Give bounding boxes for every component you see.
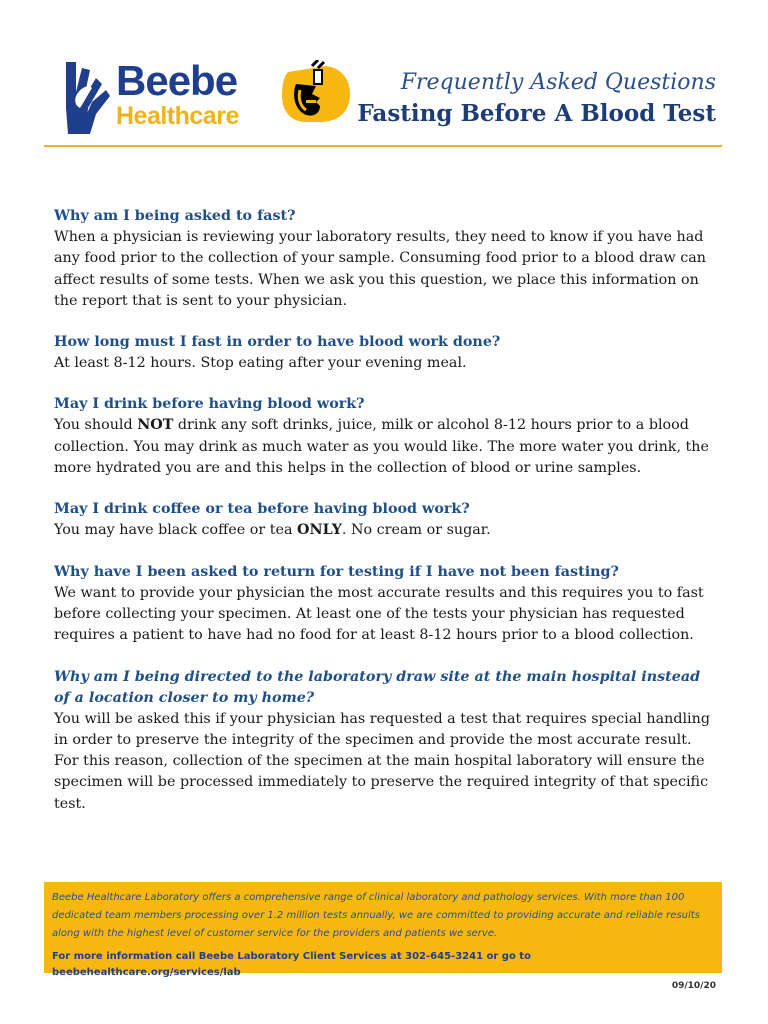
faq-question: Why am I being asked to fast? [54, 208, 296, 224]
faq-item [54, 562, 714, 647]
header-divider [44, 145, 722, 147]
footer-info-box [44, 882, 722, 978]
faq-question: Why am I being directed to the laboratory draw site at the main hospital instead of a location closer to my home? [54, 668, 701, 706]
faq-answer-emphasis: ONLY [297, 522, 342, 539]
faq-answer-text: You should [54, 417, 138, 434]
faq-answer: At least 8-12 hours. Stop eating after your evening meal. [54, 355, 467, 372]
faq-question: Why have I been asked to return for testing if I have not been fasting? [54, 563, 619, 580]
logo-brand-subname: Healthcare [116, 102, 239, 130]
faq-answer [54, 520, 714, 541]
faq-answer [54, 415, 714, 479]
title-block [357, 68, 716, 130]
faq-answer: You will be asked this if your physician has requested a test that requires special handling in order to preserve the integrity of the specimen and provide the most accurate result. For this reason, collection of the specimen at the main hospital laboratory will ensure the specimen will be processed immediately to preserve the required integrity of that specific test. [54, 710, 710, 812]
faq-answer-emphasis: NOT [137, 417, 174, 434]
faq-question: May I drink before having blood work? [54, 396, 365, 413]
page-header [0, 0, 768, 150]
hands-logo-icon [62, 58, 114, 138]
beebe-logo [62, 58, 262, 138]
faq-item [54, 206, 714, 312]
faq-question: May I drink coffee or tea before having blood work? [54, 501, 470, 518]
faq-item [54, 394, 714, 479]
faq-answer-text: drink any soft drinks, juice, milk or alcohol 8-12 hours prior to a blood collection. You may drink as much water as you would like. The more water you drink, the more hydrated you are and this helps in the collection of blood or urine samples. [54, 417, 709, 477]
faq-answer-text: You may have black coffee or tea [54, 522, 298, 539]
faq-item [54, 332, 714, 374]
page-subtitle: Frequently Asked Questions [400, 70, 716, 95]
faq-answer-text: . No cream or sugar. [341, 522, 491, 539]
faq-answer: When a physician is reviewing your laboratory results, they need to know if you have had any food prior to the collection of your sample. Consuming food prior to a blood draw can affect results of some tests. When we ask you this question, we place this information on the report that is sent to your physician. [54, 229, 706, 309]
page-title: Fasting Before A Blood Test [357, 100, 716, 127]
fasting-face-icon [276, 60, 352, 126]
faq-answer: We want to provide your physician the most accurate results and this requires you to fast before collecting your specimen. At least one of the tests your physician has requested requires a patient to have had no food for at least 8-12 hours prior to a blood collection. [54, 584, 704, 644]
document-date: 09/10/20 [671, 981, 716, 991]
faq-section [54, 206, 714, 835]
faq-question: How long must I fast in order to have blood work done? [54, 334, 501, 351]
footer-about-text: Beebe Healthcare Laboratory offers a comprehensive range of clinical laboratory and pathology services. With more than 100 dedicated team members processing over 1.2 million tests annually, we are committed to providing accurate and reliable results along with the highest level of customer service for the providers and patients we serve. [52, 892, 700, 939]
footer-contact-text: For more information call Beebe Laboratory Client Services at 302-645-3241 or go to beebehealthcare.org/services/lab [52, 951, 531, 978]
logo-brand-name: Beebe [116, 57, 238, 104]
faq-item [54, 667, 714, 815]
faq-item [54, 499, 714, 541]
